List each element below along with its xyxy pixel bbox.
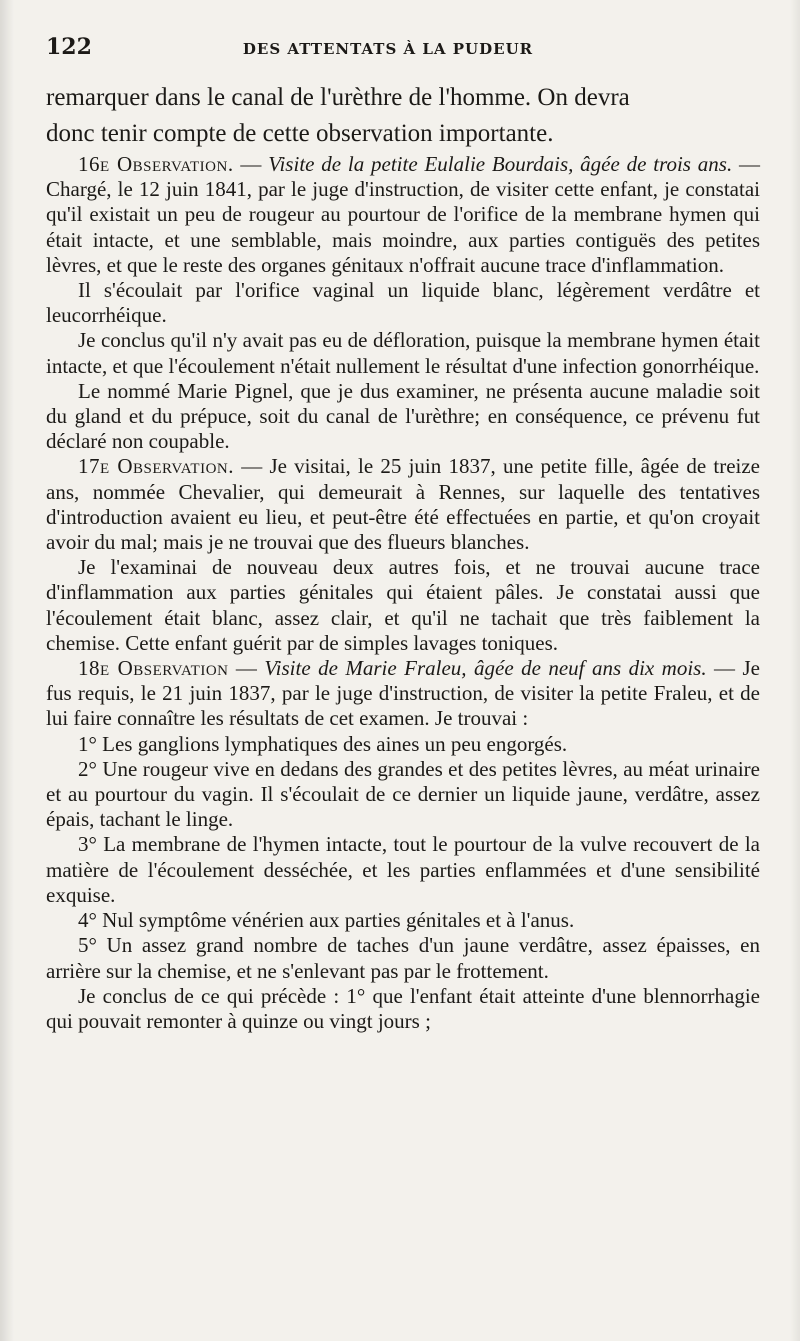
observation-18-text: — Je fus requis, le 21 juin 1837, par le juge d'instruction, de visiter la petite Fraleu, et de lui faire connaître les résultats de cet examen. Je trouvai : — [46, 656, 760, 731]
observation-16-dash: — — [233, 152, 269, 176]
observation-17 — [46, 454, 760, 555]
finding-item-3: 3° La membrane de l'hymen intacte, tout le pourtour de la vulve recouvert de la matière de l'écoulement desséchée, et les parties enflammées et d'une sensibilité exquise. — [46, 832, 760, 907]
page-number: 122 — [46, 34, 92, 60]
observation-17-text: — Je visitai, le 25 juin 1837, une petite fille, âgée de treize ans, nommée Chevalier, qui demeurait à Rennes, sur laquelle des tentatives d'introduction avaient eu lieu, et peut-être été effectuées en partie, et qu'on croyait avoir du mal; mais je ne trouvai que des flueurs blanches. — [46, 454, 760, 555]
observation-16-label: 16e Observation. — [78, 152, 234, 176]
observation-16 — [46, 152, 760, 278]
paragraph-conclusion-2: Je conclus de ce qui précède : 1° que l'enfant était atteinte d'une blennorrhagie qui pouvait remonter à quinze ou vingt jours ; — [46, 983, 760, 1033]
paragraph-examinai: Je l'examinai de nouveau deux autres fois, et ne trouvai aucune trace d'inflammation aux parties génitales qui étaient pâles. Je constatai aussi que l'écoulement était blanc, assez clair, et qu'il ne tachait que très faiblement la chemise. Cette enfant guérit par de simples lavages toniques. — [46, 555, 760, 655]
finding-item-1: 1° Les ganglions lymphatiques des aines un peu engorgés. — [78, 731, 568, 756]
observation-18-label: 18e Observation — [78, 656, 229, 681]
observation-18 — [46, 656, 760, 732]
body-text — [46, 80, 760, 1034]
observation-18-title: Visite de Marie Fraleu, âgée de neuf ans dix mois. — [264, 656, 707, 681]
finding-item-4: 4° Nul symptôme vénérien aux parties génitales et à l'anus. — [78, 908, 575, 933]
finding-item-5: 5° Un assez grand nombre de taches d'un jaune verdâtre, assez épaisses, en arrière sur la chemise, et ne s'enlevant pas par le frottement. — [46, 933, 760, 983]
observation-18-dash: — — [228, 656, 265, 681]
lead-line-1: remarquer dans le canal de l'urèthre de l'homme. On devra — [46, 84, 630, 111]
running-title: DES ATTENTATS À LA PUDEUR — [242, 40, 534, 58]
lead-line-2: donc tenir compte de cette observation importante. — [46, 120, 554, 147]
paragraph-pignel: Le nommé Marie Pignel, que je dus examiner, ne présenta aucune maladie soit du gland et du prépuce, soit du canal de l'urèthre; en conséquence, ce prévenu fut déclaré non coupable. — [46, 378, 760, 454]
running-head — [46, 34, 760, 74]
lead-paragraph — [46, 80, 760, 152]
paragraph-ecoulait: Il s'écoulait par l'orifice vaginal un liquide blanc, légèrement verdâtre et leucorrhéique. — [46, 278, 760, 328]
observation-16-text: — Chargé, le 12 juin 1841, par le juge d'instruction, de visiter cette enfant, je constatai qu'il existait un peu de rougeur au pourtour de l'orifice de la membrane hymen qui était intacte, et une semblable, mais moindre, aux parties contiguës des petites lèvres, et que le reste des organes génitaux n'offrait aucune trace d'inflammation. — [46, 152, 761, 277]
observation-16-title: Visite de la petite Eulalie Bourdais, âgée de trois ans. — [268, 152, 733, 176]
paragraph-conclusion-1: Je conclus qu'il n'y avait pas eu de défloration, puisque la membrane hymen était intacte, et que l'écoulement n'était nullement le résultat d'une infection gonorrhéique. — [46, 328, 760, 378]
observation-17-label: 17e Observation. — [78, 454, 235, 479]
finding-item-2: 2° Une rougeur vive en dedans des grandes et des petites lèvres, au méat urinaire et au pourtour du vagin. Il s'écoulait de ce dernier un liquide jaune, verdâtre, assez épais, tachant le linge. — [46, 756, 760, 832]
